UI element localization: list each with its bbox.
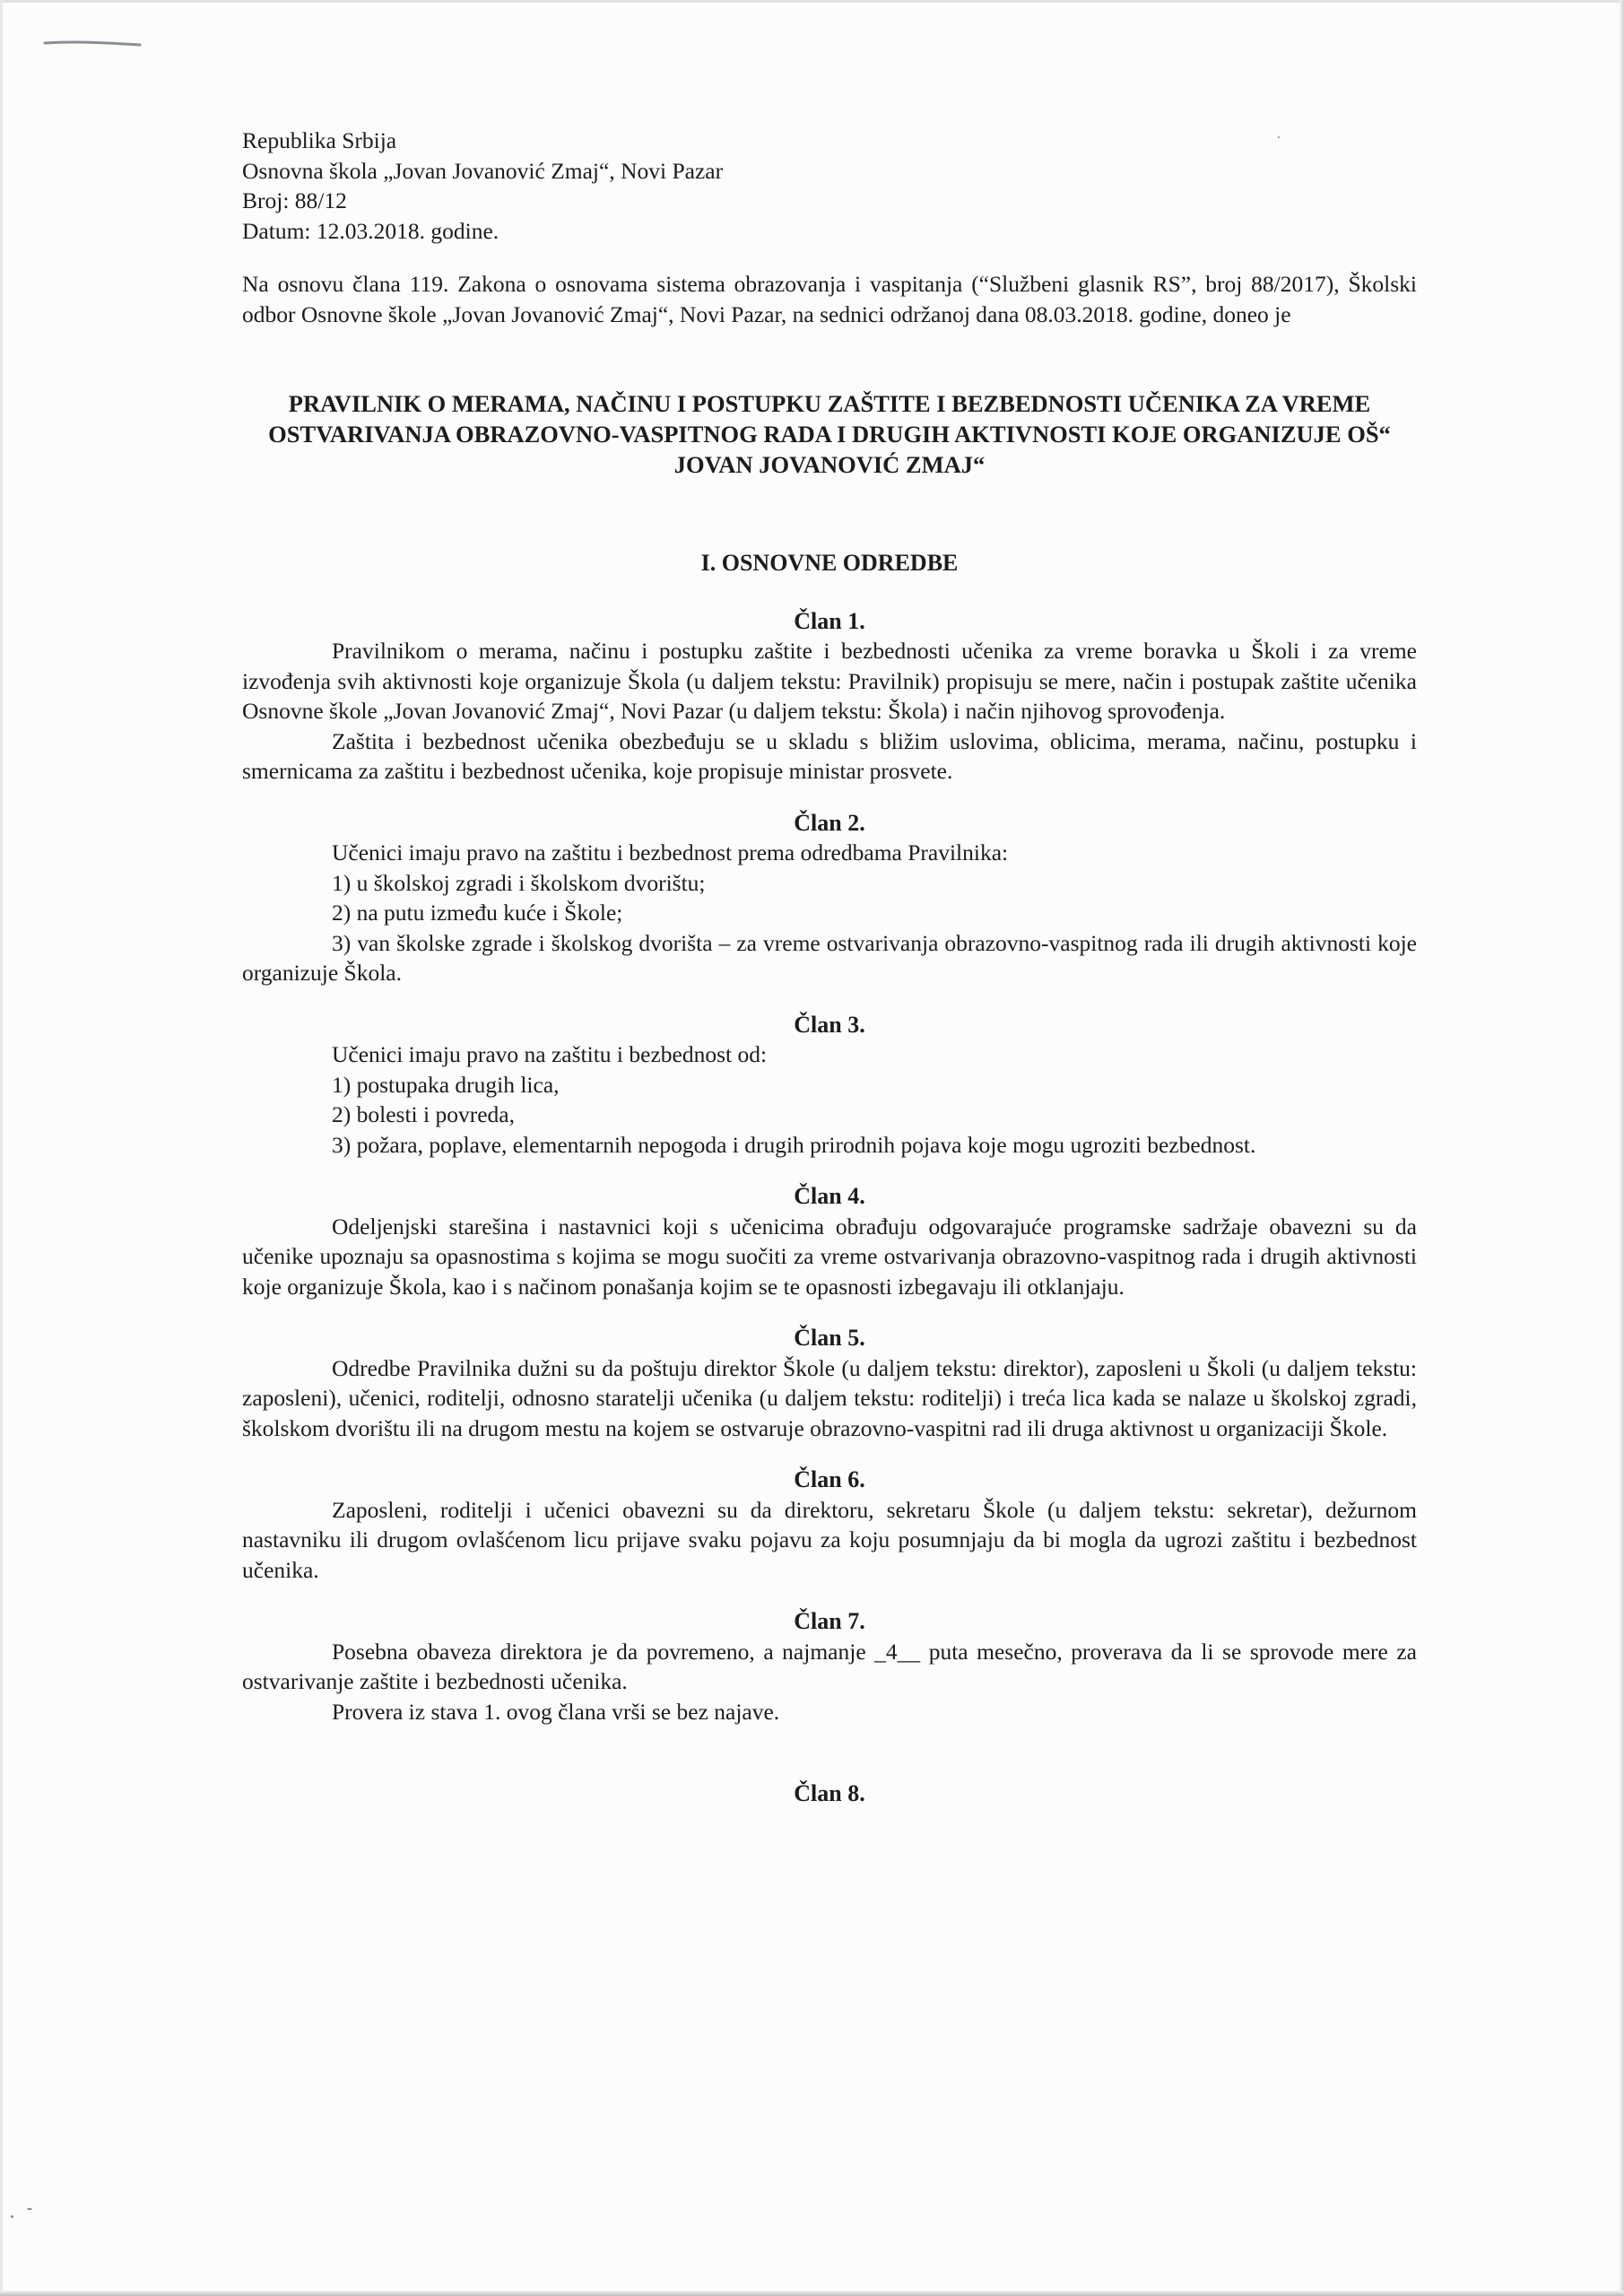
article-heading: Član 5. <box>794 1325 865 1351</box>
scan-edge-top <box>0 0 1624 3</box>
article-1 <box>242 606 1417 787</box>
article-2 <box>242 808 1417 988</box>
list-item: 2) na putu između kuće i Škole; <box>332 900 623 926</box>
article-8 <box>242 1779 1417 1809</box>
article-paragraph: Posebna obaveza direktora je da povremeno, a najmanje _4__ puta mesečno, proverava da li se sprovode mere za ostvarivanje zaštite i bezbednosti učenika. <box>242 1638 1417 1694</box>
article-paragraph: Provera iz stava 1. ovog člana vrši se bez najave. <box>332 1698 780 1725</box>
article-5 <box>242 1323 1417 1443</box>
article-3 <box>242 1010 1417 1161</box>
header-date: Datum: 12.03.2018. godine. <box>242 217 499 244</box>
article-paragraph: Pravilnikom o merama, načinu i postupku zaštite i bezbednosti učenika za vreme boravka u Školi i za vreme izvođenja svih aktivnosti koje organizuje Škola (u daljem tekstu: Pravilnik) propisuju se mere, način i postupak zaštite učenika Osnovne škole „Jovan Jovanović Zmaj“, Novi Pazar (u daljem tekstu: Škola) i način njihovog sprovođenja. <box>242 638 1417 724</box>
scan-edge-right <box>1620 0 1624 2296</box>
article-heading: Član 1. <box>794 607 865 634</box>
pen-stroke-mark <box>43 40 143 47</box>
section-heading: I. OSNOVNE ODREDBE <box>700 550 959 576</box>
scan-speck <box>11 2215 13 2218</box>
list-item: 2) bolesti i povreda, <box>332 1101 515 1127</box>
list-item: 3) van školske zgrade i školskog dvorišta – za vreme ostvarivanja obrazovno-vaspitnog rada ili drugih aktivnosti koje organizuje Škola. <box>242 929 1417 986</box>
preamble: Na osnovu člana 119. Zakona o osnovama sistema obrazovanja i vaspitanja (“Službeni glasnik RS”, broj 88/2017), Školski odbor Osnovne škole „Jovan Jovanović Zmaj“, Novi Pazar, na sednici održanoj dana 08.03.2018. godine, doneo je <box>242 271 1417 327</box>
article-4 <box>242 1181 1417 1301</box>
article-heading: Član 3. <box>794 1011 865 1038</box>
scan-edge-bottom <box>0 2291 1624 2296</box>
scan-edge-left <box>0 0 3 2296</box>
list-item: 1) postupaka drugih lica, <box>332 1071 560 1098</box>
article-heading: Član 2. <box>794 809 865 836</box>
article-paragraph: Odredbe Pravilnika dužni su da poštuju direktor Škole (u daljem tekstu: direktor), zaposleni u Školi (u daljem tekstu: zaposleni), učenici, roditelji, odnosno staratelji učenika (u daljem tekstu: roditelji) i treća lica kada se nalaze u školskoj zgradi, školskom dvorištu ili na drugom mestu na kojem se ostvaruje obrazovno-vaspitni rad ili druga aktivnost u organizaciji Škole. <box>242 1354 1417 1441</box>
article-paragraph: Učenici imaju pravo na zaštitu i bezbednost od: <box>332 1041 768 1067</box>
article-6 <box>242 1465 1417 1585</box>
scan-speck <box>27 2208 32 2210</box>
article-heading: Član 8. <box>794 1780 865 1806</box>
header-school: Osnovna škola „Jovan Jovanović Zmaj“, Novi Pazar <box>242 157 724 184</box>
article-paragraph: Zaposleni, roditelji i učenici obavezni su da direktoru, sekretaru Škole (u daljem tekstu: sekretar), dežurnom nastavniku ili drugom ovlašćenom licu prijave svaku pojavu za koju posumnjaju da bi mogla da ugrozi zaštitu i bezbednost učenika. <box>242 1496 1417 1583</box>
document-title: PRAVILNIK O MERAMA, NAČINU I POSTUPKU ZAŠTITE I BEZBEDNOSTI UČENIKA ZA VREME OSTVARIVANJA OBRAZOVNO-VASPITNOG RADA I DRUGIH AKTIVNOSTI KOJE ORGANIZUJE OŠ“ JOVAN JOVANOVIĆ ZMAJ“ <box>268 390 1391 478</box>
header-country: Republika Srbija <box>242 127 397 153</box>
list-item: 3) požara, poplave, elementarnih nepogoda i drugih prirodnih pojava koje mogu ugroziti bezbednost. <box>332 1131 1256 1158</box>
article-heading: Član 7. <box>794 1608 865 1634</box>
article-heading: Član 6. <box>794 1466 865 1492</box>
document-body <box>242 126 1417 1809</box>
header-number: Broj: 88/12 <box>242 187 347 213</box>
article-paragraph: Učenici imaju pravo na zaštitu i bezbednost prema odredbama Pravilnika: <box>332 839 1009 865</box>
article-paragraph: Odeljenjski starešina i nastavnici koji s učenicima obrađuju odgovarajuće programske sadržaje obavezni su da učenike upoznaju sa opasnostima s kojima se mogu suočiti za vreme ostvarivanja obrazovno-vaspitnog rada i drugih aktivnosti koje organizuje Škola, kao i s načinom ponašanja kojim se te opasnosti izbegavaju ili otklanjaju. <box>242 1213 1417 1300</box>
article-paragraph: Zaštita i bezbednost učenika obezbeđuju se u skladu s bližim uslovima, oblicima, merama, načinu, postupku i smernicama za zaštitu i bezbednost učenika, koje propisuje ministar prosvete. <box>242 727 1417 784</box>
article-heading: Član 4. <box>794 1183 865 1209</box>
document-header <box>242 126 1417 246</box>
list-item: 1) u školskoj zgradi i školskom dvorištu; <box>332 869 706 896</box>
article-7 <box>242 1606 1417 1726</box>
